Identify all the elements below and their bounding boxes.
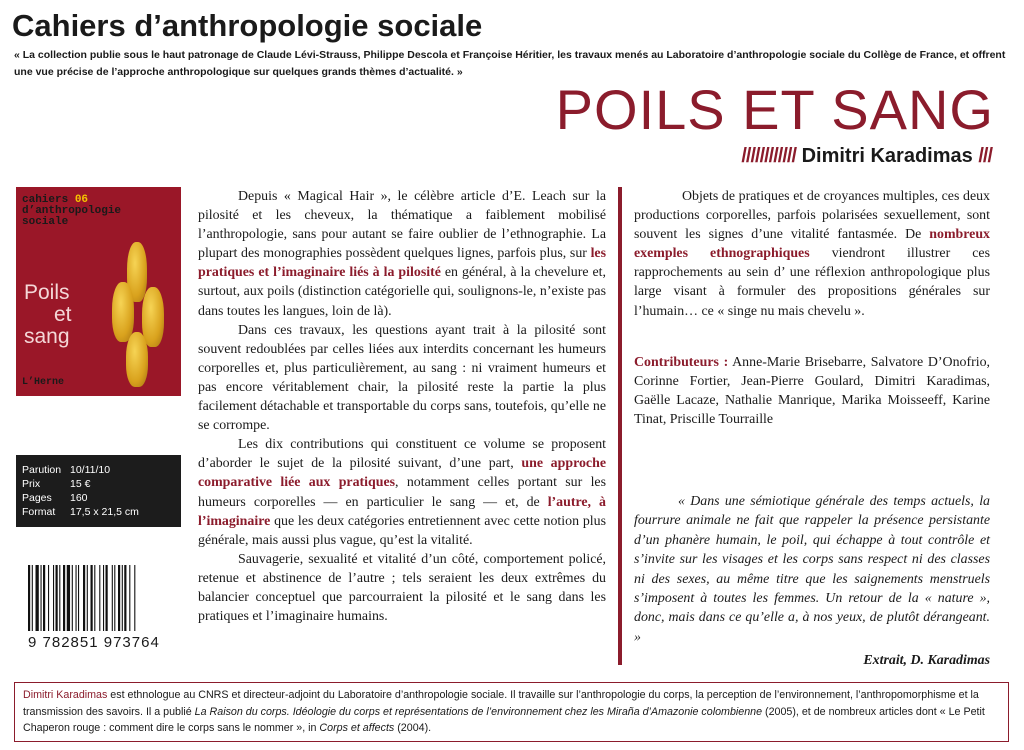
excerpt-quote: « Dans une sémiotique générale des temps actuels, la fourrure animale ne fait que rappeler la présence persistante d’un phanère humain, le poil, qui échappe à tout contrôle et s’invite sur les visages et les corps sans respect ni des classes ni des sexes, au même titre que les saignements menstruels s’imposent à toutes les femmes. Un retour de la « nature », donc, mais dans ce qu’elle a, à nos yeux, de plutôt dérangeant. »: [634, 494, 990, 645]
series-title: Cahiers d’anthropologie sociale: [12, 8, 483, 43]
contributors-names: Anne-Marie Brisebarre, Salvatore D’Onofrio, Corinne Fortier, Jean-Pierre Goulard, Dimitri Karadimas, Gaëlle Lacaze, Nathalie Manrique, Marika Moisseeff, Karine Tinat, Priscille Tourraille: [634, 354, 990, 427]
decorative-slashes-left: ////////////: [741, 145, 797, 167]
author-line: [741, 145, 992, 168]
highlight-text: l’autre, à l’imaginaire: [198, 494, 606, 529]
paragraph: Les dix contributions qui constituent ce volume se proposent d’aborder le sujet de la pilosité suivant, d’une part, une approche comparative liée aux pratiques, notamment celles portant sur les humeurs corporelles — en particulier le sang — et, de l’autre, à l’imaginaire que les deux catégories entretiennent avec cette notion plus générale, mais aussi plus vague, qu’est la vitalité.: [198, 437, 607, 548]
description-right-column: [634, 187, 990, 429]
book-title: POILS ET SANG: [555, 78, 994, 141]
book-cover: [16, 187, 181, 396]
column-divider: [618, 187, 622, 665]
detail-row: Pages 160: [22, 492, 88, 504]
highlight-text: une approche comparative liée aux pratiques: [198, 456, 606, 491]
detail-row: Prix 15 €: [22, 478, 91, 490]
description-left-column: [198, 187, 606, 626]
cover-figurine-image: [142, 287, 164, 347]
cover-series-number: 06: [74, 194, 89, 206]
cover-figurine-image: [112, 282, 134, 342]
detail-row: Format 17,5 x 21,5 cm: [22, 506, 139, 518]
contributors: [634, 353, 990, 429]
bio-book-title: La Raison du corps. Idéologie du corps et représentations de l’environnement chez les Miraña d’Amazonie colombienne: [194, 705, 763, 718]
isbn-number: 9 782851 973764: [28, 634, 160, 651]
cover-figurine-image: [126, 332, 148, 387]
series-intro: « La collection publie sous le haut patronage de Claude Lévi-Strauss, Philippe Descola et Françoise Héritier, les travaux menés au Laboratoire d’anthropologie sociale du Collège de France, et offrent une vue précise de l’approche anthropologique sur quelques grands thèmes d’actualité. »: [14, 49, 1006, 78]
bio-book-title: Corps et affects: [319, 722, 395, 734]
cover-publisher: L’Herne: [22, 377, 65, 388]
highlight-text: nombreux exemples ethnographiques: [634, 227, 990, 262]
book-details-box: [16, 455, 181, 527]
contributors-label: Contributeurs :: [634, 354, 729, 370]
detail-row: Parution 10/11/10: [22, 464, 111, 476]
highlight-text: les pratiques et l’imaginaire liés à la pilosité: [198, 246, 606, 281]
barcode-image: [26, 565, 172, 645]
cover-series-line1: cahiers 06: [22, 194, 89, 206]
decorative-slashes-right: ///: [978, 145, 992, 167]
paragraph: Objets de pratiques et de croyances multiples, ces deux productions corporelles, parfois polarisées sexuellement, sont souvent les signes d’une vitalité fantasmée. De nombreux exemples ethnographiques viendront illustrer ces rapprochements au sein d’ une réflexion anthropologique plus large visant à formuler des propositions générales sur l’humain… ce « singe nu mais chevelu ».: [634, 189, 990, 319]
paragraph: Depuis « Magical Hair », le célèbre article d’E. Leach sur la pilosité et les cheveux, la thématique a faiblement mobilisé l’anthropologie, sans pour autant se faire oublier de l’ethnographie. La plupart des monographies possèdent quelques lignes, parfois plus, sur les pratiques et l’imaginaire liés à la pilosité en général, à la chevelure et, surtout, aux poils (distinction catégorielle qui, soulignons-le, n’existe pas dans toutes les langues, loin de là).: [198, 189, 606, 319]
excerpt-attribution: Extrait, D. Karadimas: [863, 653, 990, 668]
paragraph: Dans ces travaux, les questions ayant trait à la pilosité sont souvent redoublées par celles liées aux interdits concernant les humeurs corporelles et, plus particulièrement, au sang : ni vraiment humeurs et pas encore véritablement chair, la pilosité reste la partie la plus facilement détachable et transportable du corps sans, toutefois, qu’elle ne se corrompe.: [198, 322, 606, 434]
author-bio-box: Dimitri Karadimas est ethnologue au CNRS et directeur-adjoint du Laboratoire d’anthropologie sociale. Il travaille sur l’anthropologie du corps, la perception de l’environnement, l’anthropomorphisme et la transmission des savoirs. Il a publié La Raison du corps. Idéologie du corps et représentations de l’environnement chez les Miraña d’Amazonie colombienne (2005), et de nombreux articles dont « Le Petit Chaperon rouge : comment dire le corps sans le nommer », in Corps et affects (2004).: [14, 682, 1009, 742]
bio-author-name: Dimitri Karadimas: [23, 689, 108, 701]
paragraph: Sauvagerie, sexualité et vitalité d’un côté, comportement policé, retenue et abstinence de l’autre ; tels seraient les deux extrêmes du balancier conceptuel que parcourraient la pilosité et le sang dans les pratiques et l’imaginaire humains.: [198, 551, 606, 625]
author-name: Dimitri Karadimas: [801, 145, 973, 167]
cover-series-line3: sociale: [22, 216, 69, 228]
cover-series-line2: d’anthropologie: [22, 205, 122, 217]
cover-title: Poils et sang: [24, 281, 72, 348]
